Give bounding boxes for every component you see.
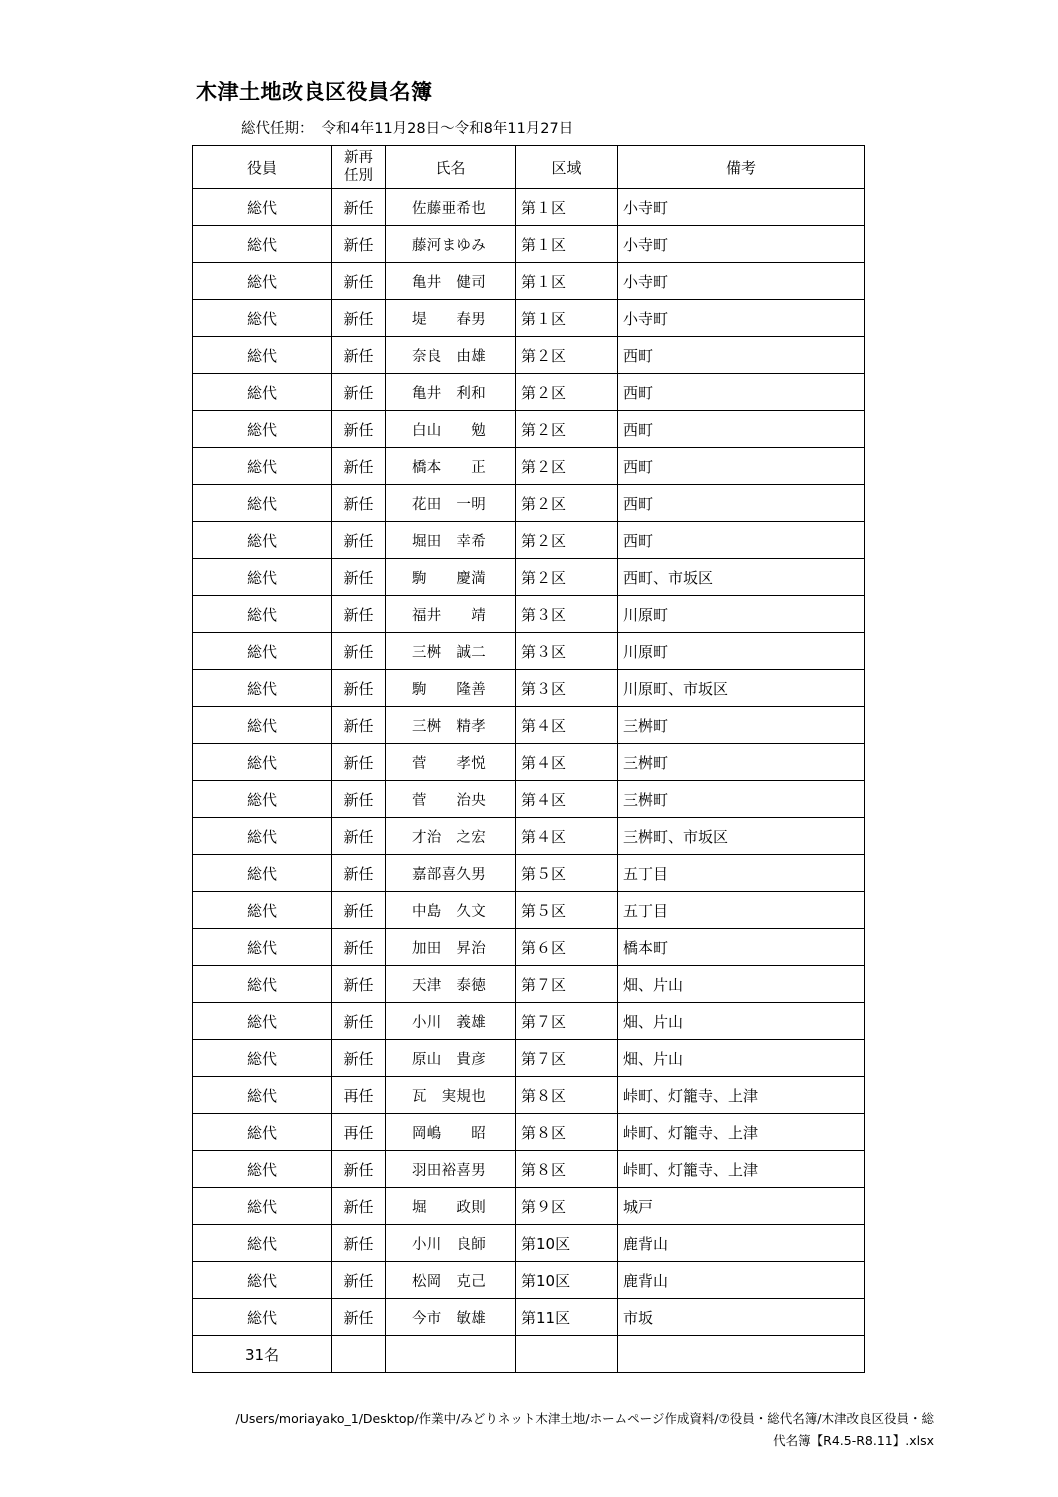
cell-note: 峠町、灯籠寺、上津	[618, 1151, 865, 1188]
cell-status: 新任	[332, 1040, 386, 1077]
cell-name: 天津 泰徳	[386, 966, 516, 1003]
cell-district: 第４区	[516, 781, 618, 818]
cell-name: 瓦 実規也	[386, 1077, 516, 1114]
header-status-line2: 任別	[344, 168, 373, 184]
cell-note: 峠町、灯籠寺、上津	[618, 1077, 865, 1114]
cell-note: 五丁目	[618, 892, 865, 929]
cell-note: 鹿背山	[618, 1262, 865, 1299]
cell-name: 亀井 健司	[386, 263, 516, 300]
cell-note: 三桝町	[618, 707, 865, 744]
cell-district: 第５区	[516, 892, 618, 929]
cell-note: 川原町	[618, 633, 865, 670]
file-path-line2: 代名簿【R4.5-R8.11】.xlsx	[773, 1433, 934, 1448]
cell-name: 今市 敏雄	[386, 1299, 516, 1336]
table-row	[193, 781, 865, 818]
cell-note: 市坂	[618, 1299, 865, 1336]
cell-name: 堀 政則	[386, 1188, 516, 1225]
cell-role: 総代	[193, 1040, 332, 1077]
cell-name: 松岡 克己	[386, 1262, 516, 1299]
cell-name: 小川 義雄	[386, 1003, 516, 1040]
cell-status: 新任	[332, 485, 386, 522]
table-row	[193, 263, 865, 300]
table-row	[193, 189, 865, 226]
document-title: 木津土地改良区役員名簿	[196, 80, 433, 104]
term-line	[241, 117, 573, 138]
cell-name: 藤河まゆみ	[386, 226, 516, 263]
cell-note: 西町	[618, 485, 865, 522]
empty-cell	[618, 1336, 865, 1373]
cell-name: 駒 慶満	[386, 559, 516, 596]
cell-note: 畑、片山	[618, 1003, 865, 1040]
cell-status: 新任	[332, 707, 386, 744]
table-row	[193, 818, 865, 855]
roster-table	[192, 145, 865, 1373]
table-row	[193, 966, 865, 1003]
cell-note: 城戸	[618, 1188, 865, 1225]
cell-name: 奈良 由雄	[386, 337, 516, 374]
table-row	[193, 892, 865, 929]
cell-district: 第７区	[516, 1040, 618, 1077]
cell-note: 小寺町	[618, 300, 865, 337]
cell-district: 第７区	[516, 966, 618, 1003]
cell-status: 新任	[332, 1003, 386, 1040]
cell-name: 橋本 正	[386, 448, 516, 485]
cell-district: 第８区	[516, 1077, 618, 1114]
table-row	[193, 1225, 865, 1262]
table-row	[193, 596, 865, 633]
cell-role: 総代	[193, 707, 332, 744]
cell-role: 総代	[193, 411, 332, 448]
cell-role: 総代	[193, 633, 332, 670]
cell-role: 総代	[193, 1225, 332, 1262]
cell-role: 総代	[193, 1151, 332, 1188]
table-row	[193, 1151, 865, 1188]
cell-role: 総代	[193, 1188, 332, 1225]
cell-name: 三桝 精孝	[386, 707, 516, 744]
header-district: 区域	[516, 146, 618, 189]
table-row	[193, 855, 865, 892]
cell-name: 原山 貴彦	[386, 1040, 516, 1077]
roster-body	[193, 189, 865, 1336]
cell-district: 第３区	[516, 670, 618, 707]
cell-role: 総代	[193, 522, 332, 559]
cell-note: 西町	[618, 448, 865, 485]
cell-role: 総代	[193, 337, 332, 374]
table-row	[193, 1040, 865, 1077]
cell-status: 新任	[332, 374, 386, 411]
cell-status: 新任	[332, 189, 386, 226]
cell-status: 新任	[332, 263, 386, 300]
cell-note: 峠町、灯籠寺、上津	[618, 1114, 865, 1151]
cell-district: 第２区	[516, 485, 618, 522]
cell-district: 第２区	[516, 559, 618, 596]
header-status-line1: 新再	[344, 150, 373, 166]
table-row	[193, 300, 865, 337]
cell-district: 第２区	[516, 374, 618, 411]
cell-role: 総代	[193, 374, 332, 411]
cell-role: 総代	[193, 781, 332, 818]
table-row	[193, 744, 865, 781]
table-row	[193, 559, 865, 596]
table-row	[193, 1262, 865, 1299]
cell-note: 橋本町	[618, 929, 865, 966]
cell-note: 三桝町、市坂区	[618, 818, 865, 855]
term-label: 総代任期：	[241, 121, 314, 137]
cell-role: 総代	[193, 1077, 332, 1114]
table-row	[193, 1188, 865, 1225]
empty-cell	[332, 1336, 386, 1373]
cell-status: 新任	[332, 966, 386, 1003]
cell-role: 総代	[193, 596, 332, 633]
table-row	[193, 1114, 865, 1151]
cell-district: 第８区	[516, 1151, 618, 1188]
cell-role: 総代	[193, 892, 332, 929]
cell-note: 三桝町	[618, 744, 865, 781]
cell-district: 第３区	[516, 633, 618, 670]
cell-role: 総代	[193, 855, 332, 892]
cell-role: 総代	[193, 1299, 332, 1336]
cell-district: 第５区	[516, 855, 618, 892]
cell-name: 嘉部喜久男	[386, 855, 516, 892]
table-row	[193, 707, 865, 744]
cell-role: 総代	[193, 448, 332, 485]
file-path-footer	[235, 1408, 934, 1452]
cell-status: 新任	[332, 670, 386, 707]
cell-district: 第９区	[516, 1188, 618, 1225]
table-row	[193, 337, 865, 374]
cell-district: 第３区	[516, 596, 618, 633]
cell-status: 新任	[332, 300, 386, 337]
header-status	[332, 146, 386, 189]
table-row	[193, 522, 865, 559]
total-count: 31名	[193, 1336, 332, 1373]
cell-status: 新任	[332, 744, 386, 781]
cell-name: 三桝 誠二	[386, 633, 516, 670]
cell-status: 新任	[332, 929, 386, 966]
cell-role: 総代	[193, 670, 332, 707]
cell-district: 第７区	[516, 1003, 618, 1040]
cell-name: 加田 昇治	[386, 929, 516, 966]
cell-name: 佐藤亜希也	[386, 189, 516, 226]
cell-district: 第２区	[516, 337, 618, 374]
cell-role: 総代	[193, 818, 332, 855]
cell-name: 亀井 利和	[386, 374, 516, 411]
cell-status: 新任	[332, 596, 386, 633]
cell-status: 再任	[332, 1114, 386, 1151]
term-value: 令和4年11月28日～令和8年11月27日	[321, 121, 574, 137]
cell-note: 川原町、市坂区	[618, 670, 865, 707]
cell-district: 第１区	[516, 189, 618, 226]
cell-role: 総代	[193, 559, 332, 596]
cell-status: 新任	[332, 1262, 386, 1299]
table-row	[193, 633, 865, 670]
table-row	[193, 1077, 865, 1114]
cell-status: 新任	[332, 633, 386, 670]
cell-name: 才治 之宏	[386, 818, 516, 855]
cell-role: 総代	[193, 1003, 332, 1040]
cell-district: 第11区	[516, 1299, 618, 1336]
cell-note: 西町、市坂区	[618, 559, 865, 596]
cell-name: 菅 孝悦	[386, 744, 516, 781]
cell-name: 中島 久文	[386, 892, 516, 929]
cell-note: 西町	[618, 411, 865, 448]
cell-role: 総代	[193, 1114, 332, 1151]
table-row	[193, 1299, 865, 1336]
cell-status: 新任	[332, 448, 386, 485]
cell-status: 新任	[332, 411, 386, 448]
header-note: 備考	[618, 146, 865, 189]
cell-status: 新任	[332, 559, 386, 596]
table-row	[193, 374, 865, 411]
cell-status: 新任	[332, 1299, 386, 1336]
cell-district: 第２区	[516, 522, 618, 559]
cell-note: 小寺町	[618, 189, 865, 226]
cell-name: 岡嶋 昭	[386, 1114, 516, 1151]
cell-status: 新任	[332, 1225, 386, 1262]
cell-district: 第１区	[516, 300, 618, 337]
empty-cell	[516, 1336, 618, 1373]
cell-note: 西町	[618, 374, 865, 411]
cell-note: 三桝町	[618, 781, 865, 818]
cell-role: 総代	[193, 226, 332, 263]
cell-role: 総代	[193, 744, 332, 781]
cell-name: 堀田 幸希	[386, 522, 516, 559]
cell-district: 第４区	[516, 818, 618, 855]
header-role: 役員	[193, 146, 332, 189]
cell-note: 鹿背山	[618, 1225, 865, 1262]
cell-note: 小寺町	[618, 263, 865, 300]
cell-district: 第２区	[516, 448, 618, 485]
cell-status: 新任	[332, 337, 386, 374]
header-name: 氏名	[386, 146, 516, 189]
cell-note: 畑、片山	[618, 1040, 865, 1077]
cell-status: 新任	[332, 522, 386, 559]
cell-district: 第６区	[516, 929, 618, 966]
cell-note: 畑、片山	[618, 966, 865, 1003]
cell-status: 新任	[332, 226, 386, 263]
cell-district: 第１区	[516, 263, 618, 300]
cell-note: 五丁目	[618, 855, 865, 892]
cell-name: 小川 良師	[386, 1225, 516, 1262]
cell-name: 白山 勉	[386, 411, 516, 448]
cell-role: 総代	[193, 485, 332, 522]
cell-note: 川原町	[618, 596, 865, 633]
cell-district: 第４区	[516, 744, 618, 781]
cell-role: 総代	[193, 189, 332, 226]
cell-district: 第10区	[516, 1262, 618, 1299]
cell-role: 総代	[193, 929, 332, 966]
table-row	[193, 670, 865, 707]
header-row	[193, 146, 865, 189]
cell-name: 羽田裕喜男	[386, 1151, 516, 1188]
cell-role: 総代	[193, 1262, 332, 1299]
cell-status: 新任	[332, 1151, 386, 1188]
cell-note: 西町	[618, 337, 865, 374]
cell-district: 第２区	[516, 411, 618, 448]
cell-name: 菅 治央	[386, 781, 516, 818]
cell-district: 第10区	[516, 1225, 618, 1262]
cell-district: 第８区	[516, 1114, 618, 1151]
cell-note: 小寺町	[618, 226, 865, 263]
table-row	[193, 226, 865, 263]
cell-role: 総代	[193, 263, 332, 300]
total-row	[193, 1336, 865, 1373]
cell-status: 新任	[332, 892, 386, 929]
table-row	[193, 1003, 865, 1040]
table-row	[193, 448, 865, 485]
cell-status: 再任	[332, 1077, 386, 1114]
cell-district: 第１区	[516, 226, 618, 263]
empty-cell	[386, 1336, 516, 1373]
table-row	[193, 485, 865, 522]
table-row	[193, 411, 865, 448]
cell-name: 堤 春男	[386, 300, 516, 337]
cell-status: 新任	[332, 781, 386, 818]
file-path-line1: /Users/moriayako_1/Desktop/作業中/みどりネット木津土地/ホームページ作成資料/⑦役員・総代名簿/木津改良区役員・総	[235, 1411, 934, 1426]
cell-status: 新任	[332, 855, 386, 892]
cell-name: 花田 一明	[386, 485, 516, 522]
cell-role: 総代	[193, 300, 332, 337]
cell-role: 総代	[193, 966, 332, 1003]
cell-status: 新任	[332, 1188, 386, 1225]
cell-district: 第４区	[516, 707, 618, 744]
cell-name: 駒 隆善	[386, 670, 516, 707]
cell-name: 福井 靖	[386, 596, 516, 633]
cell-note: 西町	[618, 522, 865, 559]
cell-status: 新任	[332, 818, 386, 855]
table-row	[193, 929, 865, 966]
